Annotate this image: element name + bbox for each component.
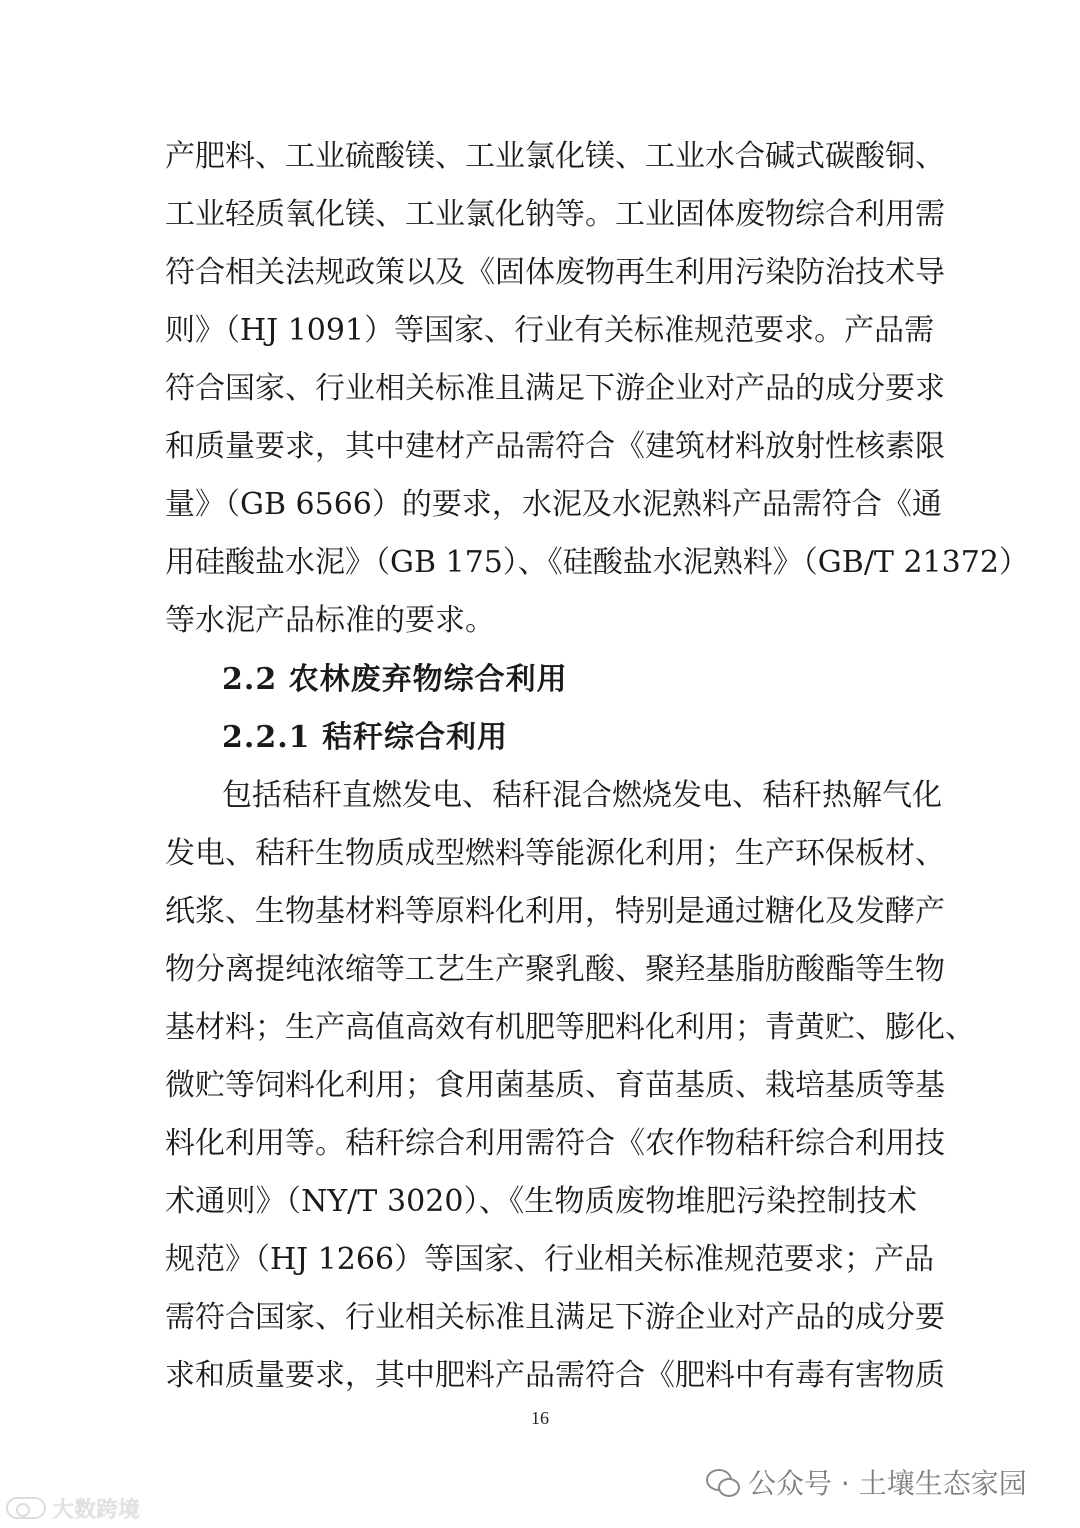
wechat-account-name: 公众号 · 土壤生态家园 [748, 1467, 1027, 1500]
section-heading-2-2: 2.2 农林废弃物综合利用 [222, 662, 568, 697]
section-heading-2-2-1: 2.2.1 秸秆综合利用 [222, 720, 508, 755]
paragraph-line: 规范》（HJ 1266）等国家、行业相关标准规范要求；产品 [165, 1242, 935, 1277]
paragraph-line: 纸浆、生物基材料等原料化利用，特别是通过糖化及发酵产 [165, 894, 945, 929]
wechat-account-label [706, 1460, 1027, 1504]
paragraph-line: 求和质量要求，其中肥料产品需符合《肥料中有毒有害物质 [165, 1358, 945, 1393]
text-line: 等水泥产品标准的要求。 [165, 603, 495, 638]
watermark-text: 大数跨境 [52, 1497, 141, 1523]
paragraph-line: 发电、秸秆生物质成型燃料等能源化利用；生产环保板材、 [165, 836, 945, 871]
paragraph-line: 基材料；生产高值高效有机肥等肥料化利用；青黄贮、膨化、 [165, 1010, 975, 1045]
text-line: 和质量要求，其中建材产品需符合《建筑材料放射性核素限 [165, 429, 945, 464]
paragraph-line: 料化利用等。秸秆综合利用需符合《农作物秸秆综合利用技 [165, 1126, 945, 1161]
wechat-icon [706, 1467, 740, 1497]
page-number: 16 [531, 1408, 549, 1428]
paragraph-line: 包括秸秆直燃发电、秸秆混合燃烧发电、秸秆热解气化 [222, 778, 942, 813]
paragraph-line: 术通则》（NY/T 3020）、《生物质废物堆肥污染控制技术 [165, 1184, 917, 1219]
text-line: 用硅酸盐水泥》（GB 175）、《硅酸盐水泥熟料》（GB/T 21372） [165, 545, 1029, 580]
paragraph-line: 微贮等饲料化利用；食用菌基质、育苗基质、栽培基质等基 [165, 1068, 945, 1103]
paragraph-line: 需符合国家、行业相关标准且满足下游企业对产品的成分要 [165, 1300, 945, 1335]
text-line: 量》（GB 6566）的要求，水泥及水泥熟料产品需符合《通 [165, 487, 942, 522]
text-line: 工业轻质氧化镁、工业氯化钠等。工业固体废物综合利用需 [165, 197, 945, 232]
text-line: 符合相关法规政策以及《固体废物再生利用污染防治技术导 [165, 255, 945, 290]
watermark-logo-icon [6, 1497, 46, 1519]
paragraph-line: 物分离提纯浓缩等工艺生产聚乳酸、聚羟基脂肪酸酯等生物 [165, 952, 945, 987]
text-line: 产肥料、工业硫酸镁、工业氯化镁、工业水合碱式碳酸铜、 [165, 139, 945, 174]
text-line: 符合国家、行业相关标准且满足下游企业对产品的成分要求 [165, 371, 945, 406]
text-line: 则》（HJ 1091）等国家、行业有关标准规范要求。产品需 [165, 313, 935, 348]
watermark [6, 1494, 140, 1522]
